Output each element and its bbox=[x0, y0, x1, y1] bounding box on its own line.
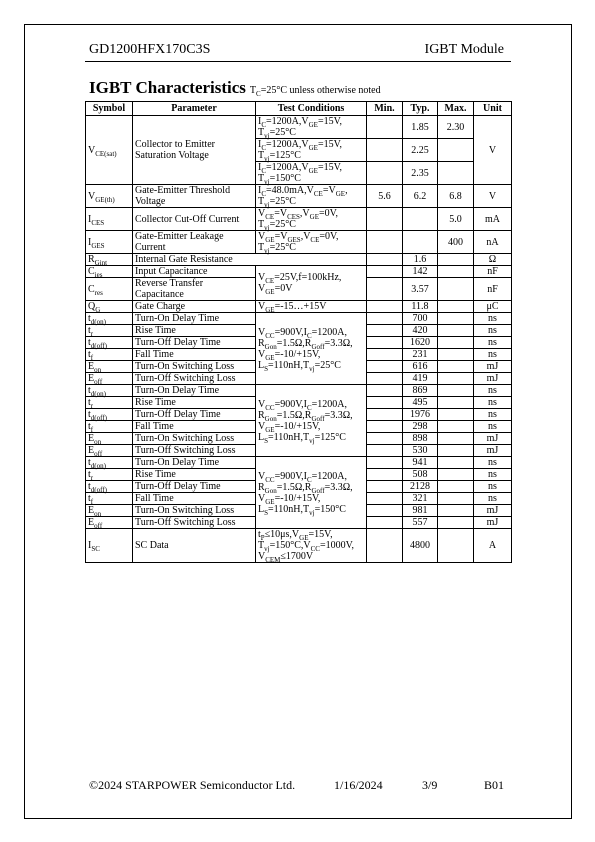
typ-cell: 3.57 bbox=[403, 278, 438, 301]
symbol-cell: $t_{d(on)}$ bbox=[86, 385, 133, 397]
min-cell bbox=[367, 409, 403, 421]
max-cell bbox=[438, 373, 474, 385]
unit-cell: ns bbox=[474, 349, 512, 361]
max-cell bbox=[438, 313, 474, 325]
parameter-cell: Rise Time bbox=[133, 325, 256, 337]
unit-cell: mJ bbox=[474, 361, 512, 373]
typ-cell: 1.6 bbox=[403, 254, 438, 266]
symbol-cell: $I_{SC}$ bbox=[86, 529, 133, 563]
parameter-cell: Input Capacitance bbox=[133, 266, 256, 278]
table-row bbox=[86, 385, 512, 397]
max-cell bbox=[438, 278, 474, 301]
max-cell bbox=[438, 361, 474, 373]
max-cell: 2.30 bbox=[438, 116, 474, 139]
min-cell bbox=[367, 397, 403, 409]
unit-cell: ns bbox=[474, 493, 512, 505]
parameter-cell: SC Data bbox=[133, 529, 256, 563]
symbol-cell: $t_{d(on)}$ bbox=[86, 313, 133, 325]
part-number: GD1200HFX170C3S bbox=[89, 42, 211, 57]
typ-cell: 420 bbox=[403, 325, 438, 337]
min-cell bbox=[367, 373, 403, 385]
table-row bbox=[86, 254, 512, 266]
unit-cell: mA bbox=[474, 208, 512, 231]
typ-cell: 700 bbox=[403, 313, 438, 325]
parameter-cell: Turn-On Delay Time bbox=[133, 385, 256, 397]
max-cell bbox=[438, 139, 474, 162]
max-cell bbox=[438, 421, 474, 433]
unit-cell: ns bbox=[474, 421, 512, 433]
max-cell bbox=[438, 385, 474, 397]
parameter-cell: Fall Time bbox=[133, 349, 256, 361]
min-cell bbox=[367, 361, 403, 373]
condition-cell: $V_{CE}=V_{CES},V_{GE}=0V$, $T_{vj}=25^\circ C$ bbox=[256, 208, 367, 231]
symbol-cell: $t_f$ bbox=[86, 421, 133, 433]
symbol-cell: $V_{CE(sat)}$ bbox=[86, 116, 133, 185]
col-symbol: Symbol bbox=[86, 102, 133, 116]
typ-cell: 11.8 bbox=[403, 301, 438, 313]
table-row bbox=[86, 266, 512, 278]
min-cell bbox=[367, 116, 403, 139]
footer-copyright: ©2024 STARPOWER Semiconductor Ltd. bbox=[89, 778, 296, 792]
symbol-cell: $E_{on}$ bbox=[86, 433, 133, 445]
parameter-cell: Turn-Off Switching Loss bbox=[133, 373, 256, 385]
symbol-cell: $E_{off}$ bbox=[86, 445, 133, 457]
condition-cell: $V_{CC}=900V,I_C=1200A$, $R_{Gon}=1.5\Omega,R_{Goff}=3.3\Omega$, $V_{GE}=-10/+15V$, $L_S=110nH,T_{vj}=125^\circ C$ bbox=[256, 385, 367, 457]
condition-cell: $V_{CE}=25V,f=100kHz$, $V_{GE}=0V$ bbox=[256, 266, 367, 301]
parameter-cell: Rise Time bbox=[133, 469, 256, 481]
unit-cell: ns bbox=[474, 481, 512, 493]
symbol-cell: $t_f$ bbox=[86, 493, 133, 505]
symbol-cell: $t_r$ bbox=[86, 469, 133, 481]
unit-cell: μC bbox=[474, 301, 512, 313]
symbol-cell: $C_{res}$ bbox=[86, 278, 133, 301]
min-cell bbox=[367, 517, 403, 529]
col-typ: Typ. bbox=[403, 102, 438, 116]
max-cell bbox=[438, 349, 474, 361]
condition-cell: $V_{CC}=900V,I_C=1200A$, $R_{Gon}=1.5\Omega,R_{Goff}=3.3\Omega$, $V_{GE}=-10/+15V$, $L_S=110nH,T_{vj}=150^\circ C$ bbox=[256, 457, 367, 529]
parameter-cell: Turn-Off Delay Time bbox=[133, 409, 256, 421]
parameter-cell: Collector to Emitter Saturation Voltage bbox=[133, 116, 256, 185]
header-divider bbox=[85, 61, 511, 62]
typ-cell: 1620 bbox=[403, 337, 438, 349]
max-cell bbox=[438, 457, 474, 469]
condition-cell: $I_C=1200A,V_{GE}=15V$, $T_{vj}=150^\circ C$ bbox=[256, 162, 367, 185]
igbt-characteristics-table bbox=[85, 101, 512, 563]
symbol-cell: $I_{CES}$ bbox=[86, 208, 133, 231]
typ-cell: 1976 bbox=[403, 409, 438, 421]
max-cell bbox=[438, 433, 474, 445]
unit-cell: V bbox=[474, 116, 512, 185]
footer-revision: B01 bbox=[484, 778, 505, 792]
symbol-cell: $E_{off}$ bbox=[86, 373, 133, 385]
parameter-cell: Reverse Transfer Capacitance bbox=[133, 278, 256, 301]
parameter-cell: Turn-Off Switching Loss bbox=[133, 445, 256, 457]
min-cell bbox=[367, 337, 403, 349]
typ-cell: 616 bbox=[403, 361, 438, 373]
typ-cell: 231 bbox=[403, 349, 438, 361]
col-test-conditions: Test Conditions bbox=[256, 102, 367, 116]
parameter-cell: Turn-Off Delay Time bbox=[133, 481, 256, 493]
min-cell bbox=[367, 481, 403, 493]
max-cell bbox=[438, 397, 474, 409]
col-parameter: Parameter bbox=[133, 102, 256, 116]
min-cell bbox=[367, 493, 403, 505]
min-cell bbox=[367, 445, 403, 457]
symbol-cell: $t_{d(off)}$ bbox=[86, 409, 133, 421]
typ-cell: 419 bbox=[403, 373, 438, 385]
min-cell bbox=[367, 325, 403, 337]
condition-cell: $V_{CC}=900V,I_C=1200A$, $R_{Gon}=1.5\Omega,R_{Goff}=3.3\Omega$, $V_{GE}=-10/+15V$, $L_S=110nH,T_{vj}=25^\circ C$ bbox=[256, 313, 367, 385]
condition-cell: $I_C=48.0mA,V_{CE}=V_{GE}$, $T_{vj}=25^\circ C$ bbox=[256, 185, 367, 208]
max-cell bbox=[438, 266, 474, 278]
min-cell bbox=[367, 254, 403, 266]
min-cell bbox=[367, 313, 403, 325]
parameter-cell: Rise Time bbox=[133, 397, 256, 409]
table-row bbox=[86, 457, 512, 469]
table-row bbox=[86, 313, 512, 325]
unit-cell: ns bbox=[474, 313, 512, 325]
typ-cell: 298 bbox=[403, 421, 438, 433]
symbol-cell: $V_{GE(th)}$ bbox=[86, 185, 133, 208]
footer-page: 3/9 bbox=[422, 778, 438, 792]
typ-cell: 6.2 bbox=[403, 185, 438, 208]
typ-cell: 508 bbox=[403, 469, 438, 481]
col-max: Max. bbox=[438, 102, 474, 116]
unit-cell: mJ bbox=[474, 373, 512, 385]
typ-cell: 495 bbox=[403, 397, 438, 409]
min-cell bbox=[367, 421, 403, 433]
symbol-cell: $R_{Gint}$ bbox=[86, 254, 133, 266]
max-cell bbox=[438, 517, 474, 529]
switching-section bbox=[86, 313, 512, 529]
max-cell bbox=[438, 337, 474, 349]
symbol-cell: $C_{ies}$ bbox=[86, 266, 133, 278]
parameter-cell: Turn-On Delay Time bbox=[133, 313, 256, 325]
section-condition: $T_C=25^\circ C$ unless otherwise noted bbox=[249, 85, 381, 98]
unit-cell: ns bbox=[474, 457, 512, 469]
typ-cell: 981 bbox=[403, 505, 438, 517]
section-title-text: IGBT Characteristics bbox=[89, 78, 246, 97]
min-cell bbox=[367, 266, 403, 278]
min-cell bbox=[367, 529, 403, 563]
table-row bbox=[86, 301, 512, 313]
condition-cell: $I_C=1200A,V_{GE}=15V$, $T_{vj}=25^\circ C$ bbox=[256, 116, 367, 139]
typ-cell: 4800 bbox=[403, 529, 438, 563]
unit-cell: A bbox=[474, 529, 512, 563]
max-cell bbox=[438, 481, 474, 493]
section-title bbox=[89, 78, 381, 98]
typ-cell: 941 bbox=[403, 457, 438, 469]
parameter-cell: Turn-On Switching Loss bbox=[133, 433, 256, 445]
parameter-cell: Collector Cut-Off Current bbox=[133, 208, 256, 231]
unit-cell: Ω bbox=[474, 254, 512, 266]
min-cell bbox=[367, 385, 403, 397]
unit-cell: mJ bbox=[474, 445, 512, 457]
unit-cell: ns bbox=[474, 325, 512, 337]
condition-cell: $V_{GE}=V_{GES},V_{CE}=0V$, $T_{vj}=25^\circ C$ bbox=[256, 231, 367, 254]
footer-date: 1/16/2024 bbox=[334, 778, 383, 792]
typ-cell: 2128 bbox=[403, 481, 438, 493]
max-cell bbox=[438, 325, 474, 337]
max-cell bbox=[438, 409, 474, 421]
unit-cell: nF bbox=[474, 278, 512, 301]
unit-cell: nA bbox=[474, 231, 512, 254]
typ-cell: 142 bbox=[403, 266, 438, 278]
symbol-cell: $E_{on}$ bbox=[86, 505, 133, 517]
max-cell bbox=[438, 445, 474, 457]
parameter-cell: Gate-Emitter Leakage Current bbox=[133, 231, 256, 254]
unit-cell: ns bbox=[474, 409, 512, 421]
unit-cell: mJ bbox=[474, 517, 512, 529]
col-min: Min. bbox=[367, 102, 403, 116]
unit-cell: ns bbox=[474, 385, 512, 397]
parameter-cell: Turn-On Switching Loss bbox=[133, 505, 256, 517]
unit-cell: V bbox=[474, 185, 512, 208]
symbol-cell: $t_{d(off)}$ bbox=[86, 481, 133, 493]
symbol-cell: $E_{on}$ bbox=[86, 361, 133, 373]
parameter-cell: Turn-On Switching Loss bbox=[133, 361, 256, 373]
symbol-cell: $I_{GES}$ bbox=[86, 231, 133, 254]
max-cell: 400 bbox=[438, 231, 474, 254]
symbol-cell: $t_{d(on)}$ bbox=[86, 457, 133, 469]
condition-cell: $V_{GE}=-15\dots+15V$ bbox=[256, 301, 367, 313]
condition-cell: $t_P\le 10\mu s,V_{GE}=15V$, $T_{vj}=150^\circ C,V_{CC}=1000V$, $V_{CEM}\le 1700V$ bbox=[256, 529, 367, 563]
parameter-cell: Turn-Off Delay Time bbox=[133, 337, 256, 349]
typ-cell: 869 bbox=[403, 385, 438, 397]
unit-cell: mJ bbox=[474, 505, 512, 517]
min-cell bbox=[367, 349, 403, 361]
unit-cell: ns bbox=[474, 337, 512, 349]
condition-cell: $I_C=1200A,V_{GE}=15V$, $T_{vj}=125^\circ C$ bbox=[256, 139, 367, 162]
table-row bbox=[86, 185, 512, 208]
parameter-cell: Fall Time bbox=[133, 421, 256, 433]
table-row bbox=[86, 529, 512, 563]
parameter-cell: Fall Time bbox=[133, 493, 256, 505]
typ-cell bbox=[403, 231, 438, 254]
max-cell bbox=[438, 505, 474, 517]
min-cell bbox=[367, 433, 403, 445]
max-cell bbox=[438, 301, 474, 313]
typ-cell: 898 bbox=[403, 433, 438, 445]
min-cell bbox=[367, 139, 403, 162]
table-row bbox=[86, 208, 512, 231]
module-type: IGBT Module bbox=[424, 42, 504, 57]
col-unit: Unit bbox=[474, 102, 512, 116]
table-row bbox=[86, 231, 512, 254]
min-cell bbox=[367, 231, 403, 254]
typ-cell: 557 bbox=[403, 517, 438, 529]
typ-cell: 321 bbox=[403, 493, 438, 505]
min-cell bbox=[367, 162, 403, 185]
typ-cell: 530 bbox=[403, 445, 438, 457]
min-cell bbox=[367, 278, 403, 301]
max-cell: 6.8 bbox=[438, 185, 474, 208]
parameter-cell: Gate-Emitter Threshold Voltage bbox=[133, 185, 256, 208]
symbol-cell: $Q_G$ bbox=[86, 301, 133, 313]
min-cell bbox=[367, 457, 403, 469]
max-cell bbox=[438, 469, 474, 481]
max-cell bbox=[438, 493, 474, 505]
unit-cell: ns bbox=[474, 469, 512, 481]
typ-cell: 2.25 bbox=[403, 139, 438, 162]
unit-cell: mJ bbox=[474, 433, 512, 445]
min-cell bbox=[367, 505, 403, 517]
unit-cell: nF bbox=[474, 266, 512, 278]
max-cell bbox=[438, 254, 474, 266]
min-cell bbox=[367, 208, 403, 231]
max-cell: 5.0 bbox=[438, 208, 474, 231]
max-cell bbox=[438, 529, 474, 563]
min-cell bbox=[367, 469, 403, 481]
max-cell bbox=[438, 162, 474, 185]
symbol-cell: $t_r$ bbox=[86, 397, 133, 409]
table-header-row bbox=[86, 102, 512, 116]
typ-cell bbox=[403, 208, 438, 231]
symbol-cell: $t_r$ bbox=[86, 325, 133, 337]
symbol-cell: $t_f$ bbox=[86, 349, 133, 361]
parameter-cell: Turn-On Delay Time bbox=[133, 457, 256, 469]
typ-cell: 2.35 bbox=[403, 162, 438, 185]
unit-cell: ns bbox=[474, 397, 512, 409]
min-cell: 5.6 bbox=[367, 185, 403, 208]
table-row bbox=[86, 116, 512, 139]
min-cell bbox=[367, 301, 403, 313]
symbol-cell: $t_{d(off)}$ bbox=[86, 337, 133, 349]
typ-cell: 1.85 bbox=[403, 116, 438, 139]
parameter-cell: Internal Gate Resistance bbox=[133, 254, 367, 266]
symbol-cell: $E_{off}$ bbox=[86, 517, 133, 529]
parameter-cell: Turn-Off Switching Loss bbox=[133, 517, 256, 529]
parameter-cell: Gate Charge bbox=[133, 301, 256, 313]
